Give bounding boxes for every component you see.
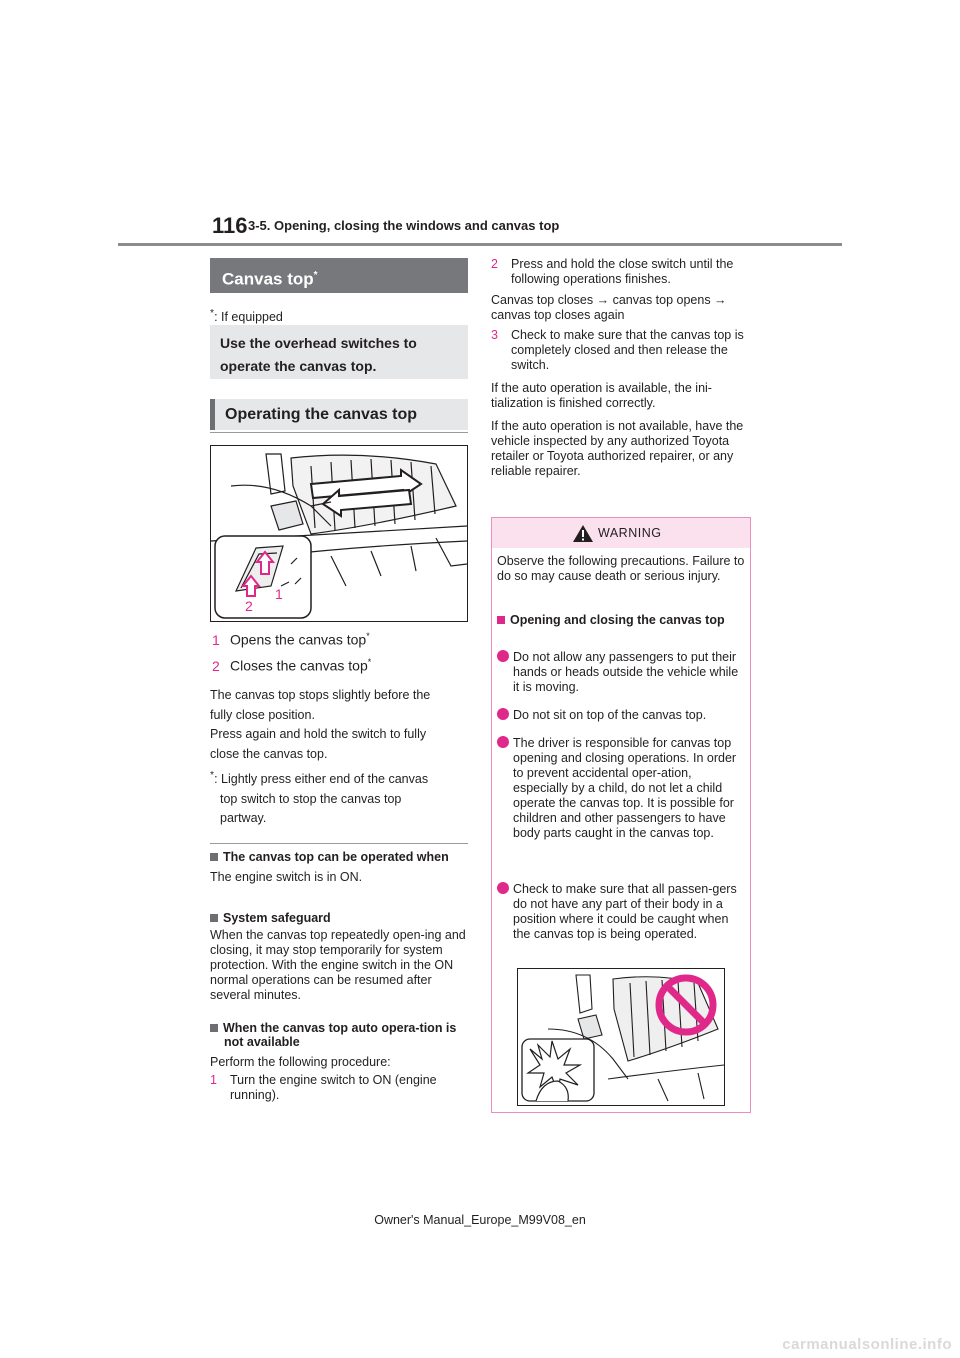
footnote-line-3: partway.: [220, 811, 267, 826]
subsection-rule: [210, 432, 468, 433]
warning-subhead: [497, 613, 745, 627]
watermark: carmanualsonline.info: [782, 1336, 952, 1353]
note3-step-1-text: Turn the engine switch to ON (engine running).: [230, 1073, 437, 1102]
note-operated-when: [210, 850, 472, 885]
canvas-top-figure: [210, 445, 468, 622]
lead-box: Use the overhead switches to operate the canvas top.: [210, 325, 468, 379]
notes-rule: [210, 843, 468, 844]
note1-body: The engine switch is in ON.: [210, 870, 363, 884]
footer-text: Owner's Manual_Europe_M99V08_en: [374, 1213, 586, 1227]
page-number: 116: [212, 213, 248, 238]
paragraph-available: If the auto operation is available, the ini-tialization is finished correctly.: [491, 381, 712, 410]
stop-paragraph: [210, 686, 472, 764]
note-system-safeguard: [210, 911, 472, 1003]
warning-bullet-1: [497, 650, 747, 695]
step-3-text: Check to make sure that the canvas top is completely closed and then release the switch.: [511, 328, 744, 372]
bullet-dot-icon: [497, 736, 509, 748]
bullet-dot-icon: [497, 882, 509, 894]
step-3: [491, 328, 753, 373]
note3-step-1: [210, 1073, 472, 1103]
paragraph-not-available: If the auto operation is not available, have the vehicle inspected by any authorized Toyota retailer or Toyota authorized repairer, or any reliable repairer.: [491, 419, 744, 478]
warning-bullet-4-text: Check to make sure that all passen-gers do not have any part of their body in a position where it could be caught when the canvas top is being operated.: [513, 882, 737, 941]
para-line-1: The canvas top stops slightly before the: [210, 688, 431, 702]
para-line-4: close the canvas top.: [210, 746, 328, 761]
warning-bullet-3-text: The driver is responsible for canvas top opening and closing operations. In order to prevent accidental oper-ation, especially by a child, do not let a child operate the canvas top. It is possible for children and other passengers to have body parts caught in the canvas top.: [513, 736, 737, 840]
warning-subhead-text: Opening and closing the canvas top: [510, 613, 725, 627]
item-2: [212, 657, 371, 674]
warning-bullet-1-text: Do not allow any passengers to put their hands or heads outside the vehicle while it is moving.: [513, 650, 739, 694]
warning-intro: Observe the following precautions. Failure to do so may cause death or serious injury.: [497, 554, 745, 583]
note3-body: Perform the following procedure:: [210, 1055, 391, 1069]
warning-bullet-2-text: Do not sit on top of the canvas top.: [513, 708, 707, 722]
para-line-2: fully close position.: [210, 707, 315, 722]
title-asterisk: *: [313, 270, 318, 281]
step-3-num: 3: [491, 328, 498, 342]
item-2-num: 2: [212, 657, 220, 674]
equipped-text: If equipped: [221, 310, 283, 325]
warning-box: [491, 517, 751, 1113]
subsection-title: Operating the canvas top: [210, 399, 468, 430]
bullet-dot-icon: [497, 708, 509, 720]
item-1: [212, 631, 370, 648]
step-2-text: Press and hold the close switch until the following operations finishes.: [511, 257, 734, 286]
step-2: [491, 257, 753, 287]
sequence-text: Canvas top closes → canvas top opens → canvas top closes again: [491, 293, 727, 322]
note-auto-not-available: [210, 1021, 472, 1103]
note2-head: System safeguard: [223, 911, 331, 925]
warning-title-bar: [492, 518, 750, 548]
item-1-text: Opens the canvas top: [230, 631, 367, 648]
note-square-icon: [210, 1024, 218, 1032]
callout-2: 2: [245, 598, 253, 614]
footnote-line-2: top switch to stop the canvas top: [220, 791, 402, 806]
asterisk-footnote: [210, 766, 472, 829]
note1-head: The canvas top can be operated when: [223, 850, 449, 864]
warning-triangle-icon: [572, 524, 594, 543]
warning-title: WARNING: [598, 526, 662, 540]
hand-outside-illustration: [518, 969, 724, 1105]
asterisk-mark: *: [210, 308, 215, 319]
para-line-3: Press again and hold the switch to fully: [210, 727, 427, 741]
section-title: Canvas top: [222, 269, 314, 289]
warning-bullet-4: [497, 882, 747, 942]
step-2-num: 2: [491, 257, 498, 271]
warning-square-icon: [497, 616, 505, 624]
warning-figure: [517, 968, 725, 1106]
footnote-line-1: : Lightly press either end of the canvas: [214, 772, 429, 787]
note-square-icon: [210, 853, 218, 861]
bullet-dot-icon: [497, 650, 509, 662]
equipped-footnote: *: If equipped: [210, 308, 283, 325]
item-1-num: 1: [212, 631, 220, 648]
callout-1: 1: [275, 586, 283, 602]
item-2-text: Closes the canvas top: [230, 657, 368, 674]
note2-body: When the canvas top repeatedly open-ing and closing, it may stop temporarily for system protection. With the engine switch in the ON normal operations can be resumed after several minutes.: [210, 928, 466, 1002]
note3-step-1-num: 1: [210, 1073, 217, 1087]
note-square-icon: [210, 914, 218, 922]
running-header: 3-5. Opening, closing the windows and canvas top: [248, 218, 560, 233]
note3-head: When the canvas top auto opera-tion is not available: [223, 1021, 457, 1049]
footnote-asterisk: *: [210, 770, 215, 781]
section-title-bar: [210, 258, 468, 293]
warning-bullet-2: [497, 708, 747, 723]
item-1-mark: *: [366, 631, 370, 641]
header-rule: [118, 243, 842, 246]
canvas-top-illustration: [211, 446, 467, 621]
warning-bullet-3: [497, 736, 747, 841]
item-2-mark: *: [367, 657, 372, 667]
